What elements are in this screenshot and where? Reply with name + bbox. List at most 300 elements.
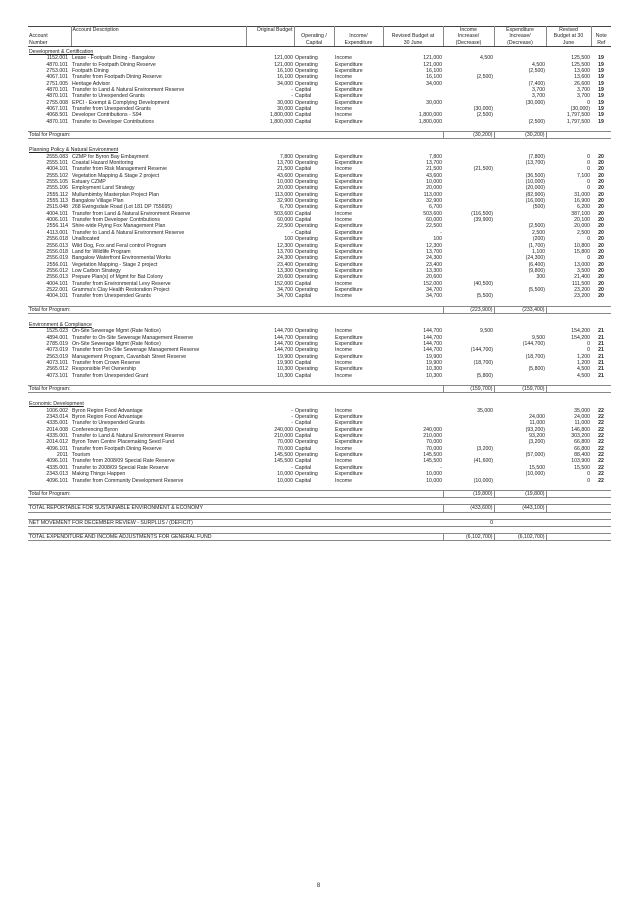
table-cell: 31,000 (574, 191, 590, 198)
table-cell: 1,800,000 (418, 118, 442, 125)
table-cell: 387,100 (571, 210, 590, 217)
table-cell: 70,000 (277, 439, 293, 446)
table-cell: 2556.018 (46, 248, 68, 255)
table-cell: Operating (295, 236, 318, 243)
table-cell: Operating (295, 185, 318, 192)
table-cell: 9,500 (480, 328, 493, 335)
table-cell: 20 (598, 210, 604, 217)
table-cell: 43,600 (426, 172, 442, 179)
table-cell: Transfer from Footpath Dining Reserve (72, 74, 162, 81)
table-cell: 2565.012 (46, 366, 68, 373)
table-cell: Capital (295, 210, 312, 217)
header-revised: Revised Budget at 30 June (546, 27, 591, 47)
table-cell: 4067.101 (46, 74, 68, 81)
table-cell: 34,000 (277, 80, 293, 87)
table-cell: 103,900 (571, 458, 590, 465)
table-cell: 20 (598, 236, 604, 243)
table-cell: Expenditure (335, 452, 363, 459)
table-cell: Income (335, 328, 353, 335)
table-cell: 210,000 (274, 433, 293, 440)
table-cell: Income (335, 293, 353, 300)
table-cell: 1,800,000 (269, 118, 293, 125)
table-cell: 2343.014 (46, 414, 68, 421)
table-cell: (116,500) (471, 210, 493, 217)
table-cell: 2755.008 (46, 99, 68, 106)
table-cell: Transfer from Footpath Dining Reserve (72, 445, 162, 452)
table-cell: 4335.001 (46, 464, 68, 471)
table-cell: 4006.101 (46, 217, 68, 224)
table-cell: 20 (598, 274, 604, 281)
table-cell: - (291, 464, 293, 471)
table-cell: 20 (598, 185, 604, 192)
table-cell: Heritage Advisor (72, 80, 111, 87)
table-cell: 0 (587, 179, 590, 186)
table-cell: 60,000 (277, 217, 293, 224)
table-cell: 2343.013 (46, 471, 68, 478)
table-cell: 10,000 (277, 179, 293, 186)
table-cell: 210,000 (423, 433, 442, 440)
table-cell: 125,500 (571, 55, 590, 62)
total-empty (546, 306, 611, 313)
table-cell: (5,800) (528, 366, 545, 373)
table-cell: Transfer from Land & Natural Environment Reserve (72, 210, 191, 217)
table-cell: Transfer to On-Site Sewerage Management Reserve (72, 334, 194, 341)
table-cell: (2,500) (528, 223, 545, 230)
table-cell: Capital (295, 360, 312, 367)
table-cell: Capital (295, 445, 312, 452)
table-cell: 3,700 (577, 86, 590, 93)
table-cell: (93,200) (525, 426, 545, 433)
table-cell: 10,300 (277, 366, 293, 373)
table-cell: 145,500 (423, 458, 442, 465)
table-cell: 22 (598, 433, 604, 440)
table-cell: 144,700 (274, 340, 293, 347)
table-cell: 20 (598, 293, 604, 300)
total-income-increase: (159,700) (443, 386, 494, 393)
table-cell: Footpath Dining (72, 67, 109, 74)
table-cell: 20 (598, 172, 604, 179)
table-cell: Shire-wide Flying Fox Management Plan (72, 223, 166, 230)
table-cell: Expenditure (335, 414, 363, 421)
table-cell: 0 (587, 236, 590, 243)
table-cell: 20 (598, 229, 604, 236)
table-cell: 144,700 (423, 347, 442, 354)
table-cell: 34,700 (277, 286, 293, 293)
table-cell: Estuary CZMP (72, 179, 106, 186)
table-cell: 22 (598, 458, 604, 465)
table-cell: Income (335, 458, 353, 465)
table-cell: Expenditure (335, 185, 363, 192)
table-cell: 20 (598, 160, 604, 167)
table-cell: Transfer to Land & Natural Environment Reserve (72, 433, 185, 440)
table-cell: 1,800,000 (269, 112, 293, 119)
table-cell: Transfer to Footpath Dining Reserve (72, 61, 156, 68)
table-cell: 2563.019 (46, 353, 68, 360)
header-expenditure-increase: Expenditure Increase/ (Decrease) (494, 27, 546, 47)
table-cell: Capital (295, 112, 312, 119)
table-cell: 4096.101 (46, 477, 68, 484)
table-cell: 66,800 (574, 445, 590, 452)
section-title-text: Planning Policy & Natural Environment (29, 147, 119, 154)
table-cell: 30,000 (426, 99, 442, 106)
table-cell: 7,100 (577, 172, 590, 179)
summary-row (28, 519, 611, 526)
table-cell: - (440, 229, 442, 236)
table-cell: 19 (598, 86, 604, 93)
table-cell: 23,200 (574, 293, 590, 300)
table-cell: Income (335, 74, 353, 81)
table-cell: 24,000 (574, 414, 590, 421)
table-cell: 4335.001 (46, 433, 68, 440)
table-cell: 21,500 (426, 166, 442, 173)
summary-empty (546, 519, 611, 526)
table-cell: Expenditure (335, 67, 363, 74)
table-cell: Low Carbon Strategy (72, 267, 121, 274)
table-cell: Expenditure (335, 242, 363, 249)
table-cell: 125,500 (571, 61, 590, 68)
table-cell: 0 (587, 153, 590, 160)
header-revised30: Revised Budget at 30 June (383, 27, 443, 47)
table-cell: 20 (598, 242, 604, 249)
table-cell: 2555.106 (46, 185, 68, 192)
table-cell: 15,500 (529, 464, 545, 471)
table-cell: Expenditure (335, 93, 363, 100)
table-cell: 21 (598, 328, 604, 335)
spacer-cell (28, 498, 611, 505)
table-cell: Mullumbimby Masterplan Project Plan (72, 191, 160, 198)
table-cell: Income (335, 55, 353, 62)
table-cell: Expenditure (335, 179, 363, 186)
table-cell: 13,700 (426, 248, 442, 255)
table-cell: 2556.011 (46, 261, 68, 268)
table-cell: 22,500 (426, 223, 442, 230)
table-cell: (10,000) (473, 477, 493, 484)
table-cell: Expenditure (335, 255, 363, 262)
table-cell: 21,400 (574, 274, 590, 281)
table-cell: 93,200 (529, 433, 545, 440)
table-cell: Transfer from Unexpended Grants (72, 293, 151, 300)
table-cell: 13,700 (426, 160, 442, 167)
table-cell: Expenditure (335, 248, 363, 255)
table-cell: Transfer to Land & Natural Environment Reserve (72, 86, 185, 93)
table-cell: 2,500 (577, 229, 590, 236)
table-cell: Operating (295, 204, 318, 211)
program-total-row (28, 386, 611, 393)
table-cell: 32,900 (426, 198, 442, 205)
table-cell: Operating (295, 198, 318, 205)
table-cell: - (440, 464, 442, 471)
table-cell: 35,000 (477, 407, 493, 414)
table-cell: (57,000) (525, 452, 545, 459)
table-cell: 19,900 (426, 360, 442, 367)
table-cell: 20 (598, 191, 604, 198)
table-cell: 20 (598, 261, 604, 268)
table-cell: 60,000 (426, 217, 442, 224)
table-cell: Income (335, 217, 353, 224)
table-cell: 10,000 (426, 477, 442, 484)
table-cell: (1,700) (528, 242, 545, 249)
table-cell: Bangalow Village Plan (72, 198, 124, 205)
table-cell: 13,300 (426, 267, 442, 274)
table-cell: 20 (598, 166, 604, 173)
table-cell: Developer Contributions - S94 (72, 112, 142, 119)
table-cell: 144,700 (423, 328, 442, 335)
table-cell: 15,800 (574, 248, 590, 255)
table-cell: 4067.101 (46, 105, 68, 112)
table-cell: 2556.018 (46, 236, 68, 243)
table-cell: Capital (295, 372, 312, 379)
table-cell: Transfer to Unexpended Grants (72, 93, 145, 100)
table-cell: 121,000 (274, 55, 293, 62)
table-cell: (30,000) (570, 105, 590, 112)
table-cell: 16,100 (426, 67, 442, 74)
table-cell: 2555.112 (46, 191, 68, 198)
budget-table (28, 26, 611, 541)
table-cell: 4894.001 (46, 334, 68, 341)
table-cell: (2,500) (528, 118, 545, 125)
table-cell: 2011 (56, 452, 68, 459)
table-cell: Capital (295, 86, 312, 93)
table-cell: 303,200 (571, 433, 590, 440)
table-cell: 24,300 (277, 255, 293, 262)
table-cell: Expenditure (335, 426, 363, 433)
table-cell: 22 (598, 471, 604, 478)
table-cell: 10,300 (277, 372, 293, 379)
table-cell: 146,800 (571, 426, 590, 433)
table-cell: 20 (598, 217, 604, 224)
table-cell: Transfer from Unexpended Grant (72, 372, 149, 379)
table-cell: 6,700 (429, 204, 442, 211)
table-cell: 21 (598, 353, 604, 360)
table-cell: - (291, 93, 293, 100)
summary-income-value: 0 (443, 519, 494, 526)
table-cell: (18,700) (525, 353, 545, 360)
table-cell: 22 (598, 407, 604, 414)
table-cell: Employment Land Strategy (72, 185, 135, 192)
table-cell: 20,000 (426, 185, 442, 192)
summary-empty (546, 505, 611, 512)
table-cell: 2014.012 (46, 439, 68, 446)
program-total-label: Total for Program: (28, 490, 443, 497)
header-note: Note Ref (591, 27, 611, 47)
table-cell: 4073.019 (46, 347, 68, 354)
table-cell: 19 (598, 67, 604, 74)
table-cell: (2,500) (528, 67, 545, 74)
table-cell: 121,000 (274, 61, 293, 68)
section-title (28, 399, 611, 407)
table-cell: (40,500) (473, 280, 493, 287)
table-cell: Capital (295, 477, 312, 484)
table-cell: 13,600 (574, 67, 590, 74)
table-cell: Transfer from On-Site Sewerage Management Reserve (72, 347, 200, 354)
table-cell: 13,600 (574, 74, 590, 81)
table-cell: - (291, 414, 293, 421)
table-cell: (24,300) (525, 255, 545, 262)
table-cell: Operating (295, 328, 318, 335)
table-cell: Income (335, 477, 353, 484)
total-expenditure-increase: (30,200) (494, 132, 546, 139)
table-cell: 20 (598, 267, 604, 274)
table-cell: 13,700 (277, 248, 293, 255)
table-cell: 0 (587, 340, 590, 347)
table-cell: 4870.101 (46, 86, 68, 93)
table-cell: Expenditure (335, 153, 363, 160)
table-cell: Operating (295, 55, 318, 62)
table-cell: Expenditure (335, 160, 363, 167)
table-cell: 1,797,500 (566, 112, 590, 119)
table-cell: Income (335, 360, 353, 367)
table-cell: 70,000 (426, 439, 442, 446)
table-cell: (10,000) (525, 471, 545, 478)
table-cell: 22 (598, 445, 604, 452)
table-cell: 34,700 (426, 293, 442, 300)
table-cell: 2556.013 (46, 242, 68, 249)
table-cell: 2,500 (532, 229, 545, 236)
table-cell: Capital (295, 420, 312, 427)
program-total-label: Total for Program: (28, 306, 443, 313)
table-cell: Operating (295, 179, 318, 186)
table-cell: 4004.101 (46, 210, 68, 217)
table-cell: Expenditure (335, 61, 363, 68)
table-cell: Transfer to Land & Natural Environment Reserve (72, 229, 185, 236)
table-cell: 19 (598, 118, 604, 125)
table-cell: Expenditure (335, 229, 363, 236)
table-cell: 503,600 (423, 210, 442, 217)
table-cell: Transfer from 2008/09 Special Rate Reserve (72, 458, 175, 465)
table-cell: Capital (295, 293, 312, 300)
header-original: Original Budget (246, 27, 294, 47)
table-cell: 19,900 (277, 360, 293, 367)
table-cell: 1,797,500 (566, 118, 590, 125)
table-cell: 100 (284, 236, 293, 243)
table-cell: (21,500) (473, 166, 493, 173)
table-cell: (144,700) (522, 340, 545, 347)
table-cell: 88,400 (574, 452, 590, 459)
table-cell: 144,700 (423, 340, 442, 347)
table-cell: (20,000) (525, 185, 545, 192)
table-cell: Management Program, Cavanbah Street Reserve (72, 353, 187, 360)
table-cell: Operating (295, 471, 318, 478)
table-cell: 24,000 (529, 414, 545, 421)
table-cell: 4004.101 (46, 280, 68, 287)
table-cell: 2753.001 (46, 67, 68, 74)
table-cell: 34,700 (426, 286, 442, 293)
table-cell: Land for Wildlife Program (72, 248, 131, 255)
table-cell: 0 (587, 166, 590, 173)
table-cell: Transfer from Environmental Levy Reserve (72, 280, 171, 287)
section-title-text: Environment & Compliance (29, 321, 92, 328)
table-cell: Expenditure (335, 261, 363, 268)
table-cell: 16,100 (277, 74, 293, 81)
header-operating: Operating / Capital (294, 27, 334, 47)
table-cell: (7,400) (528, 80, 545, 87)
table-cell: (500) (532, 204, 545, 211)
section-title (28, 46, 611, 55)
table-cell: Operating (295, 172, 318, 179)
table-cell: 19 (598, 55, 604, 62)
table-cell: Expenditure (335, 204, 363, 211)
table-cell: 4113.001 (46, 229, 68, 236)
table-cell: 20,600 (277, 274, 293, 281)
table-cell: (16,000) (525, 198, 545, 205)
table-cell: 145,500 (274, 452, 293, 459)
total-empty (546, 132, 611, 139)
table-cell: Operating (295, 334, 318, 341)
table-cell: On-Site Sewerage Mgmt (Rate Notice) (72, 340, 161, 347)
table-cell: 10,000 (426, 471, 442, 478)
table-cell: Operating (295, 414, 318, 421)
summary-income-value: (433,600) (443, 505, 494, 512)
table-cell: Conferencing Byron (72, 426, 118, 433)
table-cell: Expenditure (335, 471, 363, 478)
table-cell: 3,700 (577, 93, 590, 100)
table-cell: Tourism (72, 452, 91, 459)
summary-label: TOTAL EXPENDITURE AND INCOME ADJUSTMENTS FOR GENERAL FUND (28, 533, 443, 540)
table-cell: 23,200 (574, 286, 590, 293)
table-cell: 144,700 (274, 347, 293, 354)
row-spacer (28, 526, 611, 533)
table-cell: 4,500 (532, 61, 545, 68)
table-cell: 20,000 (277, 185, 293, 192)
table-cell: 10,300 (426, 366, 442, 373)
table-cell: 4,500 (577, 372, 590, 379)
table-cell: 2515.048 (46, 204, 68, 211)
table-cell: 43,600 (277, 172, 293, 179)
table-cell: 4004.101 (46, 293, 68, 300)
table-cell: (82,900) (525, 191, 545, 198)
summary-expenditure-value (494, 519, 546, 526)
table-cell: Expenditure (335, 286, 363, 293)
table-cell: Transfer to Unexpended Grants (72, 420, 145, 427)
table-cell: Transfer from Developer Contributions (72, 217, 161, 224)
table-cell: 13,700 (277, 160, 293, 167)
table-cell: Operating (295, 407, 318, 414)
table-cell: Operating (295, 353, 318, 360)
table-cell: Operating (295, 223, 318, 230)
table-cell: (2,500) (476, 74, 493, 81)
table-cell: 4068.501 (46, 112, 68, 119)
table-cell: (3,200) (476, 445, 493, 452)
table-cell: 35,000 (574, 407, 590, 414)
table-cell: 13,000 (574, 261, 590, 268)
header-income-increase: Income Increase/ (Decrease) (443, 27, 494, 47)
table-cell: Expenditure (335, 464, 363, 471)
table-cell: (13,700) (525, 160, 545, 167)
table-cell: Expenditure (335, 236, 363, 243)
table-cell: Bangalow Waterfront Environmental Works (72, 255, 171, 262)
table-cell: CZMP for Byron Bay Embayment (72, 153, 149, 160)
table-cell: 0 (587, 477, 590, 484)
table-cell: Expenditure (335, 274, 363, 281)
table-cell: 11,000 (529, 420, 545, 427)
table-cell: 22 (598, 439, 604, 446)
table-cell: (36,500) (525, 172, 545, 179)
table-cell: 22 (598, 464, 604, 471)
table-cell: 20 (598, 286, 604, 293)
table-cell: 19,900 (426, 353, 442, 360)
table-cell: Vegetation Mapping & Stage 2 project (72, 172, 160, 179)
table-cell: 2555.102 (46, 172, 68, 179)
spacer-cell (28, 526, 611, 533)
table-cell: Operating (295, 347, 318, 354)
table-cell: 34,700 (277, 293, 293, 300)
table-cell: 0 (587, 255, 590, 262)
table-cell: Expenditure (335, 118, 363, 125)
table-cell: 4073.101 (46, 360, 68, 367)
table-cell: Responsible Pet Ownership (72, 366, 137, 373)
table-cell: 10,300 (426, 372, 442, 379)
table-cell: 10,800 (574, 242, 590, 249)
